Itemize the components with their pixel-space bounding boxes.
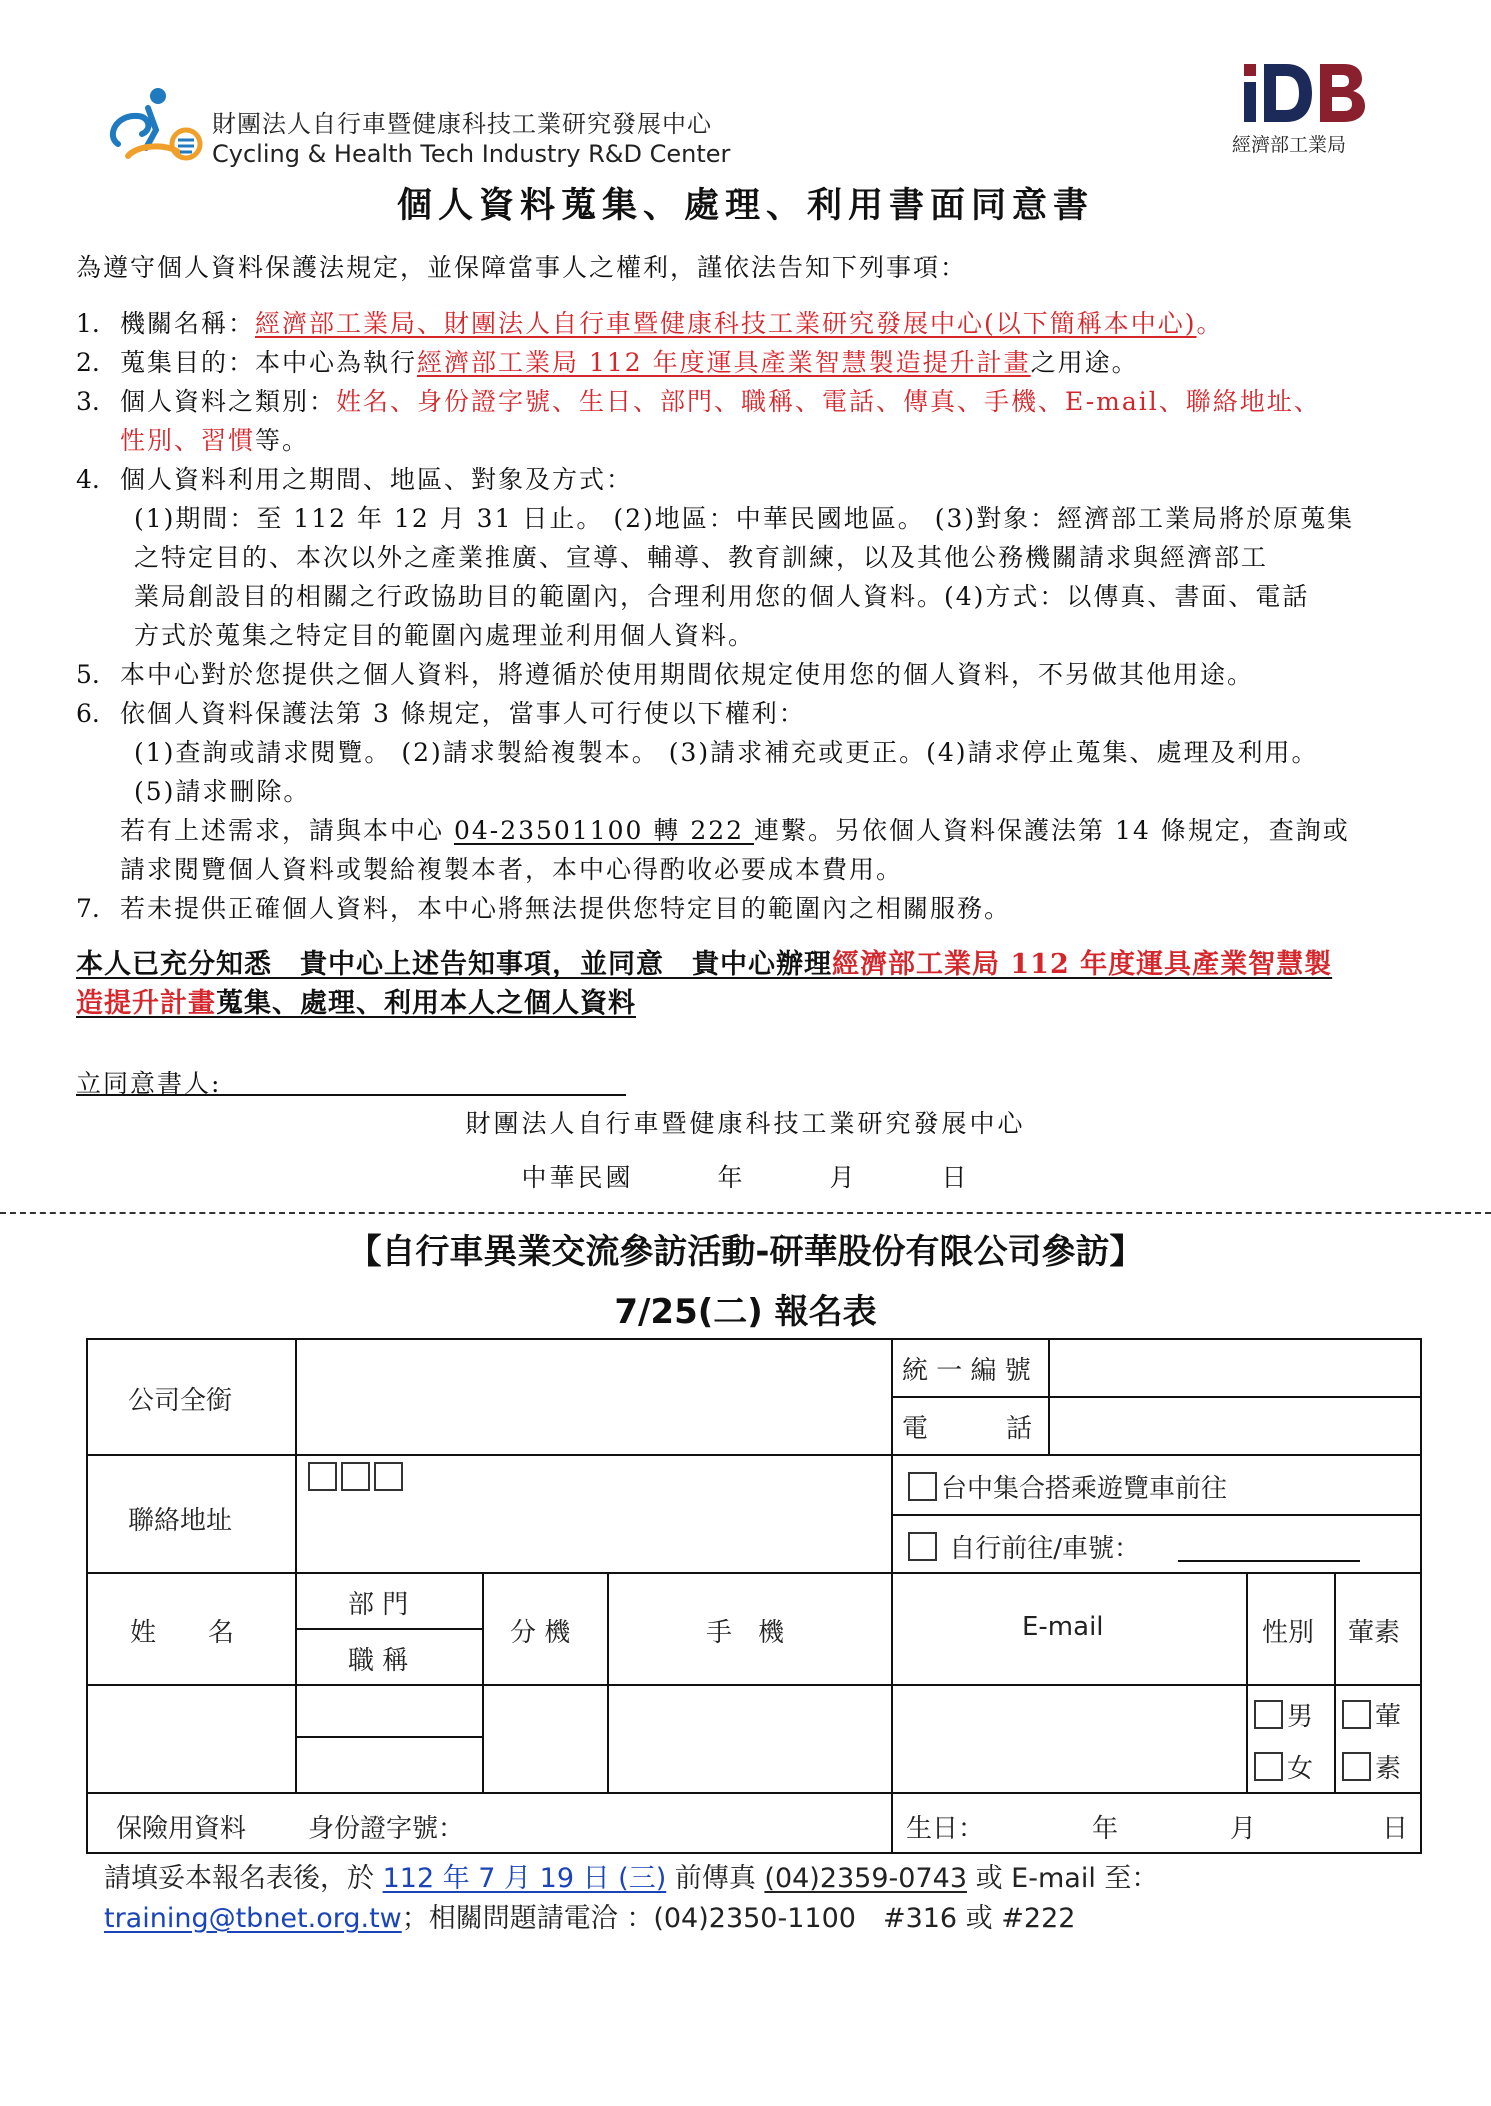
zip-box-icon (308, 1462, 337, 1491)
id-number-label: 身份證字號： (308, 1814, 465, 1844)
company-field[interactable] (298, 1340, 888, 1452)
phone-field[interactable] (1051, 1398, 1419, 1452)
plate-number-line[interactable] (1178, 1560, 1360, 1562)
birthday-label: 生日： (906, 1814, 985, 1844)
extension-label: 分 機 (510, 1618, 571, 1648)
consent-item-4-line3: 業局創設目的相關之行政協助目的範圍內，合理利用您的個人資料。(4)方式：以傳真、書面、電話 (134, 582, 1310, 611)
phone-label: 電 話 (902, 1414, 1033, 1444)
job-title-field[interactable] (298, 1738, 480, 1790)
deadline: 112 年 7 月 19 日 (三) (382, 1863, 667, 1894)
birthday-day: 日 (1382, 1814, 1409, 1844)
consent-item-6-line4: 請求閱覽個人資料或製給複製本者，本中心得酌收必要成本費用。 (120, 855, 904, 884)
company-label: 公司全銜 (128, 1386, 233, 1416)
checkbox-icon[interactable] (1342, 1700, 1371, 1729)
registration-table (86, 1338, 1422, 1854)
signer-label: 立同意書人: (76, 1069, 222, 1098)
consent-item-6-line3: 若有上述需求，請與本中心 04-23501100 轉 222 連繫。另依個人資料保護法第 14 條規定，查詢或 (120, 816, 1350, 845)
consent-item-7: 7. 若未提供正確個人資料，本中心將無法提供您特定目的範圍內之相關服務。 (76, 894, 1012, 923)
diet-meat[interactable]: 葷 (1342, 1696, 1401, 1733)
sign-date: 中華民國 年 月 日 (521, 1163, 970, 1192)
contact-phone: 04-23501100 轉 222 (453, 816, 755, 845)
agency-names: 經濟部工業局、財團法人自行車暨健康科技工業研究發展中心(以下簡稱本中心) (255, 309, 1197, 338)
agreement-statement: 本人已充分知悉 貴中心上述告知事項，並同意 貴中心辦理經濟部工業局 112 年度運具產業智慧製 (76, 949, 1333, 980)
org-name-zh: 財團法人自行車暨健康科技工業研究發展中心 (212, 110, 712, 138)
checkbox-icon[interactable] (1342, 1752, 1371, 1781)
address-label: 聯絡地址 (128, 1506, 233, 1536)
agreement-statement-cont: 造提升計畫蒐集、處理、利用本人之個人資料 (76, 988, 636, 1019)
insurance-label: 保險用資料 (116, 1814, 247, 1844)
consent-item-4-line2: 之特定目的、本次以外之產業推廣、宣導、輔導、教育訓練，以及其他公務機關請求與經濟部工 (134, 543, 1269, 572)
org-name-en: Cycling & Health Tech Industry R&D Center (212, 140, 731, 168)
form-subtitle: 7/25(二) 報名表 (614, 1292, 877, 1332)
consent-item-6: 6. 依個人資料保護法第 3 條規定，當事人可行使以下權利： (76, 699, 806, 728)
consent-item-3: 3. 個人資料之類別：姓名、身份證字號、生日、部門、職稱、電話、傳真、手機、E-mail、聯絡地址、 (76, 387, 1321, 416)
option-bus[interactable]: 台中集合搭乘遊覽車前往 (908, 1468, 1227, 1505)
signature-line[interactable] (76, 1094, 626, 1096)
checkbox-icon[interactable] (1254, 1752, 1283, 1781)
checkbox-icon[interactable] (1254, 1700, 1283, 1729)
sign-org: 財團法人自行車暨健康科技工業研究發展中心 (465, 1109, 1026, 1138)
email-field[interactable] (893, 1686, 1244, 1790)
consent-item-1: 1. 機關名稱：經濟部工業局、財團法人自行車暨健康科技工業研究發展中心(以下簡稱本中心)。 (76, 309, 1224, 338)
checkbox-icon[interactable] (908, 1472, 937, 1501)
idb-logo-icon (1240, 60, 1370, 126)
job-title-label: 職 稱 (348, 1646, 409, 1676)
consent-item-6-line2: (5)請求刪除。 (134, 777, 311, 806)
cyclist-logo-icon (98, 86, 210, 168)
consent-item-6-line1: (1)查詢或請求閱覽。 (2)請求製給複製本。 (3)請求補充或更正。(4)請求停止蒐集、處理及利用。 (134, 738, 1319, 767)
submission-note: 請填妥本報名表後，於 112 年 7 月 19 日 (三) 前傳真 (04)2359-0743 或 E-mail 至： (104, 1863, 1159, 1894)
consent-item-3-cont: 性別、習慣等。 (120, 426, 310, 455)
extension-field[interactable] (484, 1686, 605, 1790)
consent-item-4-line1: (1)期間：至 112 年 12 月 31 日止。 (2)地區：中華民國地區。 (3)對象：經濟部工業局將於原蒐集 (134, 504, 1355, 533)
gender-female[interactable]: 女 (1254, 1748, 1313, 1785)
consent-item-4: 4. 個人資料利用之期間、地區、對象及方式： (76, 465, 634, 494)
idb-subtitle: 經濟部工業局 (1232, 134, 1347, 156)
zip-box-icon (374, 1462, 403, 1491)
center-logo (98, 86, 210, 168)
birthday-year: 年 (1092, 1814, 1119, 1844)
cut-line (0, 1212, 1491, 1214)
mobile-label: 手 機 (706, 1618, 785, 1648)
tax-id-label: 統 一 編 號 (902, 1356, 1031, 1386)
gender-male[interactable]: 男 (1254, 1696, 1313, 1733)
consent-item-4-line4: 方式於蒐集之特定目的範圍內處理並利用個人資料。 (134, 621, 756, 650)
diet-label: 葷素 (1348, 1618, 1401, 1648)
project-name: 經濟部工業局 112 年度運具產業智慧製造提升計畫 (417, 348, 1031, 377)
consent-intro: 為遵守個人資料保護法規定，並保障當事人之權利，謹依法告知下列事項： (76, 253, 968, 282)
contact-email-link[interactable]: training@tbnet.org.tw (104, 1903, 402, 1934)
fax-number: (04)2359-0743 (764, 1863, 967, 1894)
form-title: 【自行車異業交流參訪活動-研華股份有限公司參訪】 (347, 1232, 1144, 1272)
email-label: E-mail (1022, 1612, 1104, 1642)
checkbox-icon[interactable] (908, 1532, 937, 1561)
zip-box-icon (341, 1462, 370, 1491)
consent-item-2: 2. 蒐集目的：本中心為執行經濟部工業局 112 年度運具產業智慧製造提升計畫之用途。 (76, 348, 1139, 377)
name-label: 姓 名 (130, 1618, 235, 1648)
consent-title: 個人資料蒐集、處理、利用書面同意書 (396, 185, 1094, 226)
tax-id-field[interactable] (1051, 1340, 1419, 1394)
dept-field[interactable] (298, 1686, 480, 1734)
consent-item-5: 5. 本中心對於您提供之個人資料，將遵循於使用期間依規定使用您的個人資料，不另做其他用途。 (76, 660, 1255, 689)
contact-note: training@tbnet.org.tw；相關問題請電洽 ：(04)2350-1100 #316 或 #222 (104, 1903, 1076, 1934)
birthday-month: 月 (1230, 1814, 1257, 1844)
gender-label: 性別 (1262, 1618, 1315, 1648)
dept-label: 部 門 (348, 1590, 409, 1620)
idb-logo (1240, 60, 1370, 126)
zip-code-boxes[interactable] (308, 1462, 407, 1494)
data-categories: 姓名、身份證字號、生日、部門、職稱、電話、傳真、手機、E-mail、聯絡地址、 (336, 387, 1321, 416)
option-self[interactable]: 自行前往/車號： (908, 1528, 1140, 1565)
mobile-field[interactable] (609, 1686, 889, 1790)
name-field[interactable] (88, 1686, 294, 1790)
diet-veg[interactable]: 素 (1342, 1748, 1401, 1785)
